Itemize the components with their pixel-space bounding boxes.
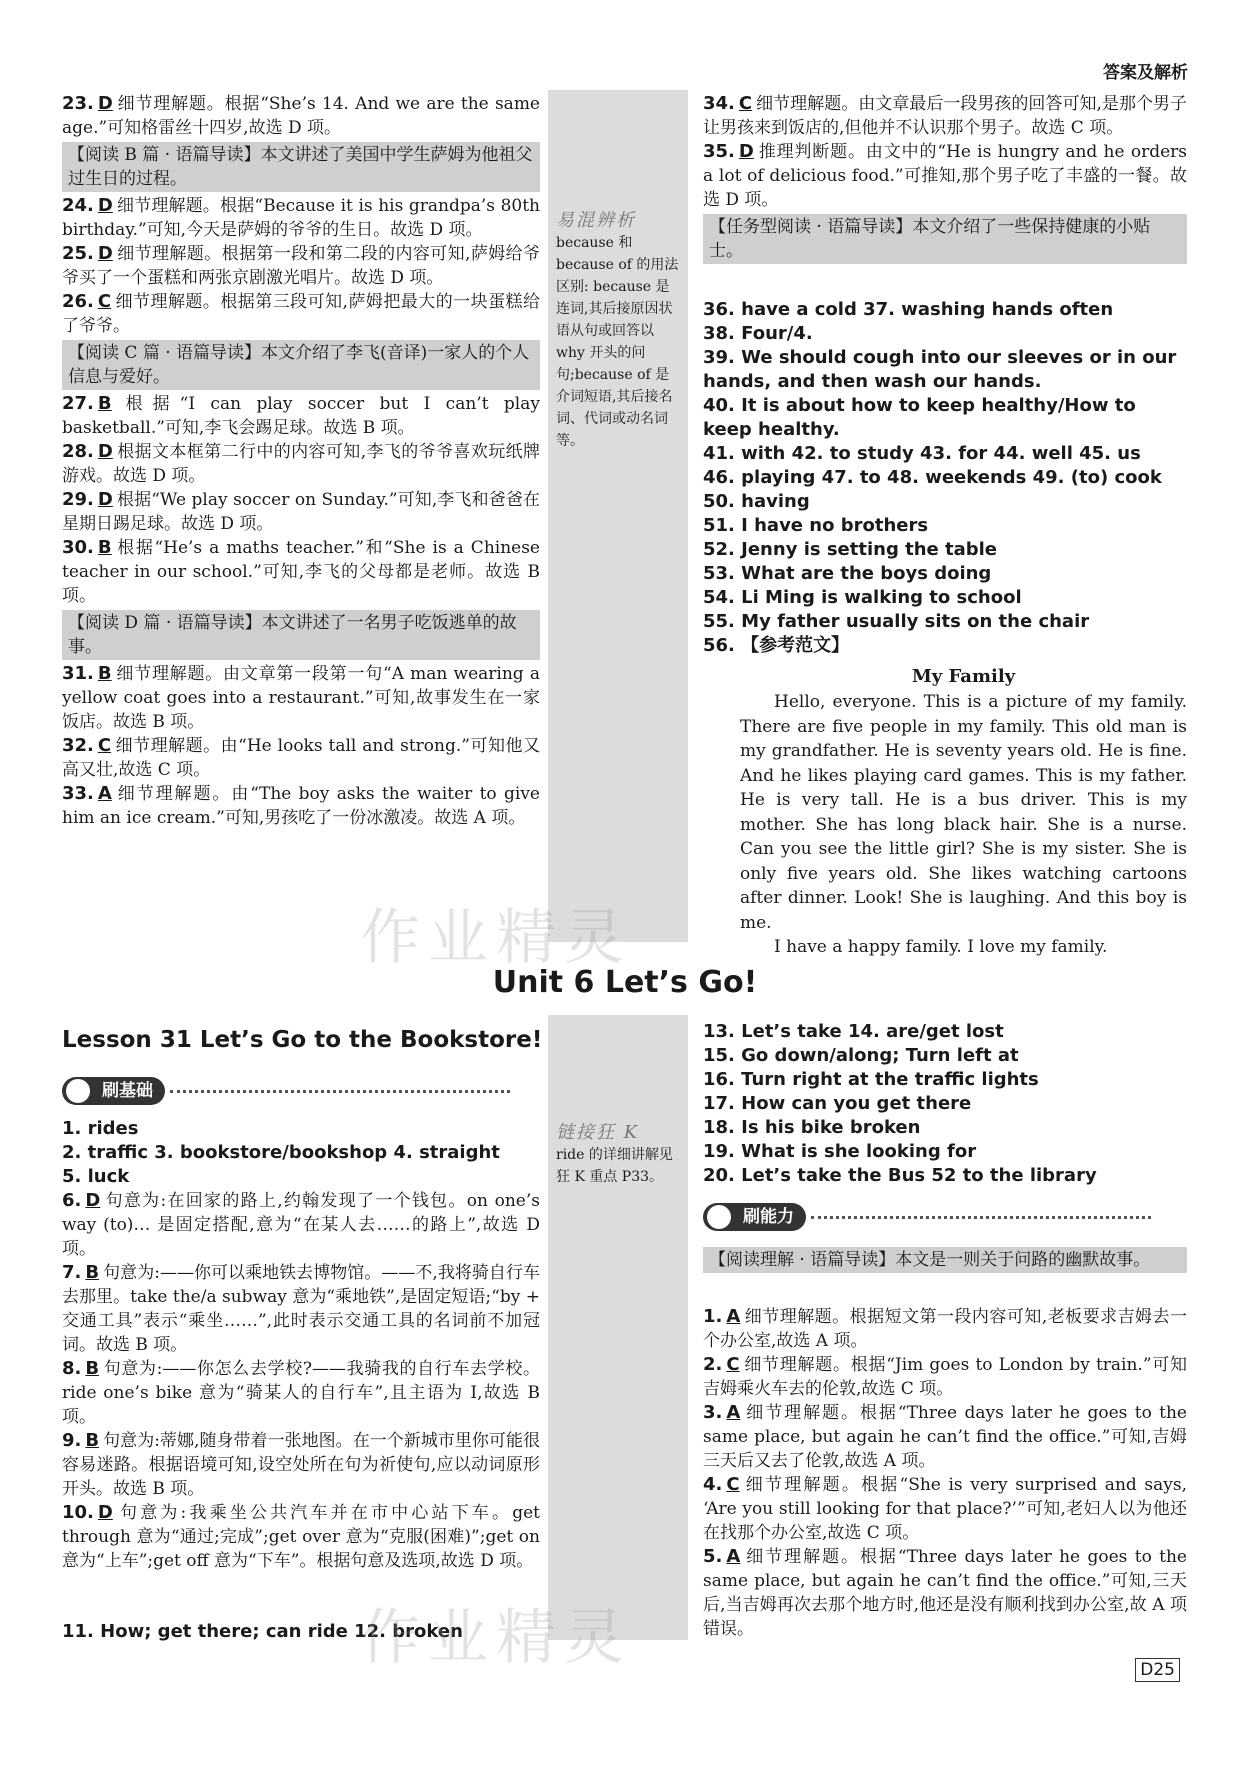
answer-explanation: 句意为:——你可以乘地铁去博物馆。——不,我将骑自行车去那里。take the/a subway 意为“乘地铁”,是固定短语;“by + 交通工具”表示“乘坐……”,此时表示交通工具的名词前不加冠词。故选 B 项。 (62, 1263, 540, 1355)
answer-explanation: 句意为:我乘坐公共汽车并在市中心站下车。get through 意为“通过;完成”;get over 意为“克服(困难)”;get on 意为“上车”;get off 意为“下车”。根据句意及选项,故选 D 项。 (62, 1503, 540, 1571)
answer-number: 4. (703, 1474, 723, 1495)
answer-number: 2. (703, 1354, 723, 1375)
right-bottom-banner-wrap (703, 1245, 1187, 1275)
answer-line: 38. Four/4. (703, 323, 813, 344)
answer-line: 2. traffic 3. bookstore/bookshop 4. straight (62, 1142, 500, 1163)
answer-item (703, 1545, 1187, 1641)
answer-choice: C (726, 1474, 740, 1495)
answer-number: 7. (62, 1262, 82, 1283)
answer-number: 8. (62, 1358, 82, 1379)
answer-explanation: 细节理解题。由文章最后一段男孩的回答可知,是那个男子让男孩来到饭店的,但他并不认识那个男子。故选 C 项。 (703, 94, 1187, 138)
answer-explanation: 细节理解题。根据“Because it is his grandpa’s 80th birthday.”可知,今天是萨姆的爷爷的生日。故选 D 项。 (62, 196, 540, 240)
guide-banner: 【阅读 B 篇 · 语篇导读】本文讲述了美国中学生萨姆为他祖父过生日的过程。 (62, 142, 540, 192)
essay-paragraph-2: I have a happy family. I love my family. (774, 937, 1108, 957)
page-number: D25 (1135, 1658, 1180, 1682)
answer-item (62, 1429, 540, 1501)
answer-line: 54. Li Ming is walking to school (703, 587, 1022, 608)
answer-number: 5. (703, 1546, 723, 1567)
answer-number: 6. (62, 1190, 82, 1211)
answer-item (703, 1473, 1187, 1545)
answer-number: 27. (62, 393, 94, 414)
sidenote-link-title: 链接狂 K (556, 1122, 640, 1143)
answer-choice: D (97, 1502, 113, 1523)
sidenote-text: because 和 because of 的用法区别: because 是连词,其后接原因状语从句或回答以 why 开头的问句;because of 是介词短语,其后接名词、代词或动名词等。 (556, 235, 679, 449)
answer-item (62, 194, 540, 242)
right-top-column (703, 92, 1187, 266)
answer-choice: D (97, 93, 113, 114)
answer-choice: B (85, 1430, 100, 1451)
answer-explanation: 推理判断题。由文中的“He is hungry and he orders a lot of delicious food.”可推知,那个男子吃了丰盛的一餐。故选 D 项。 (703, 142, 1187, 210)
answer-explanation: 细节理解题。由文章第一段第一句“A man wearing a yellow coat goes into a restaurant.”可知,故事发生在一家饭店。故选 B 项。 (62, 664, 540, 732)
unit-title: Unit 6 Let’s Go! (492, 965, 758, 1000)
left-top-column (62, 92, 540, 830)
answer-item (62, 290, 540, 338)
answer-item (62, 1189, 540, 1261)
answer-explanation: 细节理解题。根据“Three days later he goes to the same place, but again he can’t find the office.”可知,吉姆三天后又去了伦敦,故选 A 项。 (703, 1403, 1187, 1471)
answer-line: 1. rides (62, 1118, 139, 1139)
right-bottom-column (703, 1305, 1187, 1641)
answer-number: 26. (62, 291, 94, 312)
answer-item (703, 1401, 1187, 1473)
answer-item (62, 1501, 540, 1573)
sidenote-link-text: ride 的详细讲解见狂 K 重点 P33。 (556, 1147, 673, 1185)
answer-choice: D (85, 1190, 101, 1211)
answer-explanation: 根据“He’s a maths teacher.”和“She is a Chinese teacher in our school.”可知,李飞的父母都是老师。故选 B 项。 (62, 538, 540, 606)
answer-explanation: 细节理解题。由“He looks tall and strong.”可知他又高又壮,故选 C 项。 (62, 736, 540, 780)
answer-line: 17. How can you get there (703, 1093, 972, 1114)
answer-item (62, 1357, 540, 1429)
answer-explanation: 句意为:在回家的路上,约翰发现了一个钱包。on one’s way (to)… 是固定搭配,意为“在某人去……的路上”,故选 D 项。 (62, 1191, 540, 1259)
answer-line: 52. Jenny is setting the table (703, 539, 998, 560)
answer-choice: D (97, 441, 113, 462)
watermark: 作业精灵 (360, 1603, 632, 1673)
answer-choice: B (85, 1262, 100, 1283)
reading-banner: 【阅读理解 · 语篇导读】本文是一则关于问路的幽默故事。 (703, 1247, 1187, 1273)
answer-line: 41. with 42. to study 43. for 44. well 45. us (703, 443, 1141, 464)
answer-explanation: 细节理解题。由“The boy asks the waiter to give him an ice cream.”可知,男孩吃了一份冰激凌。故选 A 项。 (62, 784, 540, 828)
answer-line: 39. We should cough into our sleeves or in our hands, and then wash our hands. (703, 347, 1177, 392)
essay (740, 664, 1187, 960)
answer-item (62, 92, 540, 140)
answer-item (703, 1353, 1187, 1401)
answer-choice: D (97, 195, 113, 216)
answer-number: 1. (703, 1306, 723, 1327)
answer-number: 34. (703, 93, 735, 114)
answer-explanation: 根据“I can play soccer but I can’t play basketball.”可知,李飞会踢足球。故选 B 项。 (62, 394, 540, 438)
guide-banner: 【任务型阅读 · 语篇导读】本文介绍了一些保持健康的小贴士。 (703, 214, 1187, 264)
answer-line: 15. Go down/along; Turn left at (703, 1045, 1019, 1066)
answer-number: 29. (62, 489, 94, 510)
answer-explanation: 细节理解题。根据“She is very surprised and says, ‘Are you still looking for that place?’”可知,老妇人以为他还在找那个办公室,故选 C 项。 (703, 1475, 1187, 1543)
answer-item (62, 536, 540, 608)
pill-ability-label: 刷能力 (743, 1207, 794, 1227)
answer-number: 32. (62, 735, 94, 756)
answer-choice: A (726, 1402, 741, 1423)
answer-line-11-12: 11. How; get there; can ride 12. broken (62, 1621, 463, 1642)
answer-choice: D (97, 243, 113, 264)
answer-line: 51. I have no brothers (703, 515, 929, 536)
answer-choice: D (97, 489, 113, 510)
answer-choice: A (726, 1546, 741, 1567)
left-bottom-column (62, 1189, 540, 1573)
answer-choice: B (85, 1358, 100, 1379)
answer-choice: C (738, 93, 753, 114)
answer-item (703, 140, 1187, 212)
answer-item (62, 440, 540, 488)
answer-explanation: 细节理解题。根据第一段和第二段的内容可知,萨姆给爷爷买了一个蛋糕和两张京剧激光唱片。故选 D 项。 (62, 244, 540, 288)
answer-choice: A (97, 783, 112, 804)
answer-number: 31. (62, 663, 94, 684)
guide-banner: 【阅读 C 篇 · 语篇导读】本文介绍了李飞(音译)一家人的个人信息与爱好。 (62, 340, 540, 390)
answer-number: 10. (62, 1502, 94, 1523)
basic-section-header (62, 1077, 510, 1105)
answer-item (703, 92, 1187, 140)
answer-number: 23. (62, 93, 94, 114)
answer-number: 24. (62, 195, 94, 216)
sidenote-link (556, 1122, 682, 1188)
answer-line: 50. having (703, 491, 810, 512)
answer-item (703, 1305, 1187, 1353)
answer-number: 25. (62, 243, 94, 264)
answer-number: 3. (703, 1402, 723, 1423)
sidenote-title: 易混辨析 (556, 210, 636, 231)
right-answers (703, 298, 1187, 658)
answer-choice: B (97, 663, 112, 684)
answer-item (62, 1261, 540, 1357)
answer-item (62, 782, 540, 830)
divider-dots (170, 1090, 510, 1093)
answer-line: 55. My father usually sits on the chair (703, 611, 1090, 632)
answer-line: 20. Let’s take the Bus 52 to the library (703, 1165, 1097, 1186)
answer-explanation: 细节理解题。根据短文第一段内容可知,老板要求吉姆去一个办公室,故选 A 项。 (703, 1307, 1187, 1351)
answer-line: 53. What are the boys doing (703, 563, 992, 584)
answer-number: 28. (62, 441, 94, 462)
ability-section-header (703, 1203, 1151, 1231)
answer-choice: B (97, 393, 112, 414)
answer-line: 36. have a cold 37. washing hands often (703, 299, 1114, 320)
sidenote-distinction (556, 210, 682, 452)
answer-explanation: 句意为:——你怎么去学校?——我骑我的自行车去学校。ride one’s bike 意为“骑某人的自行车”,且主语为 I,故选 B 项。 (62, 1359, 540, 1427)
answer-line: 46. playing 47. to 48. weekends 49. (to) cook (703, 467, 1162, 488)
answer-line: 5. luck (62, 1166, 130, 1187)
divider-dots (811, 1216, 1151, 1219)
brush-icon (707, 1205, 731, 1229)
answer-line: 13. Let’s take 14. are/get lost (703, 1021, 1004, 1042)
answer-choice: C (726, 1354, 740, 1375)
answer-line: 18. Is his bike broken (703, 1117, 921, 1138)
answer-choice: C (97, 735, 112, 756)
brush-icon (66, 1079, 90, 1103)
answer-explanation: 细节理解题。根据第三段可知,萨姆把最大的一块蛋糕给了爷爷。 (62, 292, 540, 336)
answer-number: 35. (703, 141, 735, 162)
pill-basic-label: 刷基础 (102, 1081, 153, 1101)
answer-number: 30. (62, 537, 94, 558)
answer-explanation: 句意为:蒂娜,随身带着一张地图。在一个新城市里你可能很容易迷路。根据语境可知,设空处所在句为祈使句,应以动词原形开头。故选 B 项。 (62, 1431, 540, 1499)
answer-explanation: 根据文本框第二行中的内容可知,李飞的爷爷喜欢玩纸牌游戏。故选 D 项。 (62, 442, 540, 486)
answer-item (62, 392, 540, 440)
header-title: 答案及解析 (1103, 63, 1188, 83)
answer-number: 9. (62, 1430, 82, 1451)
answer-explanation: 细节理解题。根据“Three days later he goes to the same place, but again he can’t find the office.”可知,三天后,当吉姆再次去那个地方时,他还是没有顺利找到办公室,故 A 项错误。 (703, 1547, 1187, 1639)
watermark: 作业精灵 (360, 903, 632, 973)
answer-item (62, 734, 540, 782)
lesson-title: Lesson 31 Let’s Go to the Bookstore! (62, 1027, 543, 1053)
answer-line: 19. What is she looking for (703, 1141, 977, 1162)
answer-item (62, 242, 540, 290)
essay-title: My Family (911, 666, 1016, 687)
guide-banner: 【阅读 D 篇 · 语篇导读】本文讲述了一名男子吃饭逃单的故事。 (62, 610, 540, 660)
sidebar-bottom (548, 1015, 688, 1640)
answer-line: 16. Turn right at the traffic lights (703, 1069, 1039, 1090)
right-bottom-answers (703, 1020, 1187, 1188)
answer-explanation: 根据“We play soccer on Sunday.”可知,李飞和爸爸在星期日踢足球。故选 D 项。 (62, 490, 540, 534)
answer-item (62, 488, 540, 536)
left-bottom-answers (62, 1117, 540, 1189)
answer-explanation: 细节理解题。根据“Jim goes to London by train.”可知吉姆乘火车去的伦敦,故选 C 项。 (703, 1355, 1187, 1399)
answer-item (62, 662, 540, 734)
answer-choice: D (738, 141, 754, 162)
answer-line: 40. It is about how to keep healthy/How to keep healthy. (703, 395, 1136, 440)
answer-explanation: 细节理解题。根据“She’s 14. And we are the same age.”可知格雷丝十四岁,故选 D 项。 (62, 94, 540, 138)
answer-choice: C (97, 291, 112, 312)
answer-number: 33. (62, 783, 94, 804)
answer-line: 56. 【参考范文】 (703, 635, 850, 656)
essay-paragraph-1: Hello, everyone. This is a picture of my family. There are five people in my family. This old man is my grandfather. He is seventy years old. He is fine. And he likes playing card games. This is my father. He is very tall. He is a bus driver. This is my mother. She has long black hair. She is a nurse. Can you see the little girl? She is my sister. She is only five years old. She likes watching cartoons after dinner. Look! She is laughing. And this boy is me. (740, 692, 1187, 933)
answer-choice: A (726, 1306, 741, 1327)
answer-choice: B (97, 537, 112, 558)
